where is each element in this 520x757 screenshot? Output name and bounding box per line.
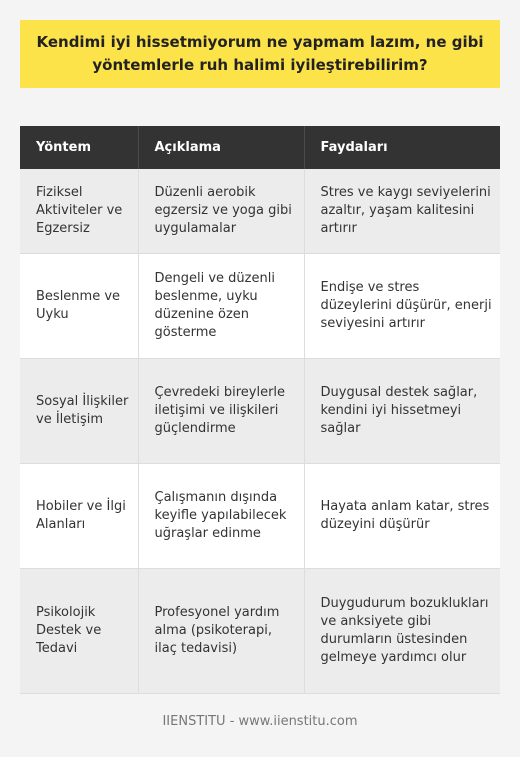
methods-table xyxy=(20,126,500,694)
header-row xyxy=(20,126,500,169)
table-row xyxy=(20,358,500,463)
page-title: Kendimi iyi hissetmiyorum ne yapmam lazım, ne gibi yöntemlerle ruh halimi iyileştirebilirim? xyxy=(36,33,484,74)
cell-method: Sosyal İlişkiler ve İletişim xyxy=(20,358,138,463)
footer-credit: IIENSTITU - www.iienstitu.com xyxy=(162,714,358,729)
header-description: Açıklama xyxy=(138,126,304,169)
cell-method: Fiziksel Aktiviteler ve Egzersiz xyxy=(20,169,138,253)
cell-description: Profesyonel yardım alma (psikoterapi, ilaç tedavisi) xyxy=(138,568,304,693)
cell-description: Çevredeki bireylerle iletişimi ve ilişkileri güçlendirme xyxy=(138,358,304,463)
cell-benefits: Stres ve kaygı seviyelerini azaltır, yaşam kalitesini artırır xyxy=(304,169,500,253)
table-row xyxy=(20,169,500,253)
table-row xyxy=(20,568,500,693)
cell-benefits: Duygusal destek sağlar, kendini iyi hissetmeyi sağlar xyxy=(304,358,500,463)
table-header xyxy=(20,126,500,169)
cell-description: Çalışmanın dışında keyifle yapılabilecek uğraşlar edinme xyxy=(138,463,304,568)
cell-benefits: Endişe ve stres düzeylerini düşürür, enerji seviyesini artırır xyxy=(304,253,500,358)
cell-method: Hobiler ve İlgi Alanları xyxy=(20,463,138,568)
table-body xyxy=(20,169,500,693)
cell-benefits: Hayata anlam katar, stres düzeyini düşürür xyxy=(304,463,500,568)
header-method: Yöntem xyxy=(20,126,138,169)
table-row xyxy=(20,463,500,568)
title-banner xyxy=(20,20,500,88)
cell-method: Beslenme ve Uyku xyxy=(20,253,138,358)
cell-method: Psikolojik Destek ve Tedavi xyxy=(20,568,138,693)
header-benefits: Faydaları xyxy=(304,126,500,169)
cell-benefits: Duygudurum bozuklukları ve anksiyete gibi durumların üstesinden gelmeye yardımcı olur xyxy=(304,568,500,693)
cell-description: Düzenli aerobik egzersiz ve yoga gibi uygulamalar xyxy=(138,169,304,253)
cell-description: Dengeli ve düzenli beslenme, uyku düzenine özen gösterme xyxy=(138,253,304,358)
table-row xyxy=(20,253,500,358)
